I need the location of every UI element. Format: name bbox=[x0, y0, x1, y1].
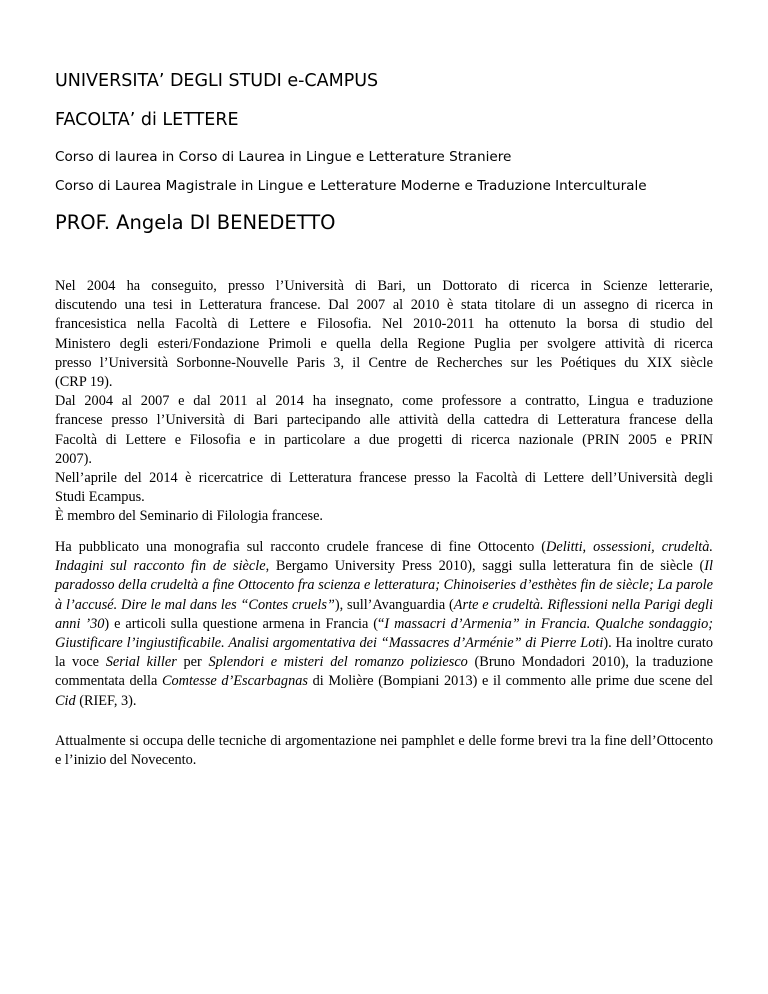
degree-course-2: Corso di Laurea Magistrale in Lingue e Letterature Moderne e Traduzione Interculturale bbox=[55, 178, 647, 194]
bio-line: Dal 2004 al 2007 e dal 2011 al 2014 ha insegnato, come professore a contratto, Lingua e traduzione bbox=[55, 393, 713, 410]
publication-title: Il paradosso della crudeltà a fine Ottocento fra scienza e letteratura; Chinoiseries d’esthètes fin de siècle; La parole à l’accusé. Dire le mal dans les “Contes cruels” bbox=[55, 558, 713, 613]
publication-title: Arte e crudeltà. Riflessioni nella Parigi degli anni ’30 bbox=[55, 596, 713, 632]
university-title: UNIVERSITA’ DEGLI STUDI e-CAMPUS bbox=[55, 71, 379, 91]
publication-title: Splendori e misteri del romanzo poliziesco bbox=[208, 654, 468, 671]
bio-line: 2007). bbox=[55, 450, 92, 467]
bio-line: presso l’Università Sorbonne-Nouvelle Paris 3, il Centre de Recherches sur les Poétiques du XIX siècle bbox=[55, 354, 713, 371]
publications-text: ). Ha inoltre curato la voce bbox=[55, 635, 713, 671]
bio-line: (CRP 19). bbox=[55, 374, 113, 391]
publication-title: Comtesse d’Escarbagnas bbox=[161, 673, 308, 690]
publication-title: Delitti, ossessioni, crudeltà. Indagini sul racconto fin de siècle bbox=[55, 539, 713, 575]
publications-text: ), sull’Avanguardia ( bbox=[334, 596, 454, 613]
bio-line: francesistica nella Facoltà di Lettere e Filosofia. Nel 2010-2011 ha ottenuto la borsa di studio del bbox=[55, 316, 713, 333]
bio-line: Facoltà di Lettere e Filosofia e in particolare a due progetti di ricerca nazionale (PRIN 2005 e PRIN bbox=[55, 431, 713, 448]
bio-line: francese presso l’Università di Bari partecipando alle attività della cattedra di Letteratura francese della bbox=[55, 412, 713, 429]
bio-line: discutendo una tesi in Letteratura francese. Dal 2007 al 2010 è stata titolare di un assegno di ricerca in bbox=[55, 297, 713, 314]
publications-text: (RIEF, 3). bbox=[75, 692, 137, 709]
bio-line: È membro del Seminario di Filologia francese. bbox=[55, 508, 323, 525]
publications-text: (Bruno Mondadori 2010), la traduzione commentata della bbox=[55, 654, 713, 690]
bio-paragraph-publications bbox=[55, 538, 713, 711]
publications-text: per bbox=[176, 654, 209, 671]
bio-line: Ministero degli esteri/Fondazione Primoli e quella della Regione Puglia per svolgere attività di ricerca bbox=[55, 335, 713, 352]
publication-title: Cid bbox=[55, 692, 76, 709]
faculty-title: FACOLTA’ di LETTERE bbox=[55, 110, 239, 130]
publications-text: ) e articoli sulla questione armena in Francia (“ bbox=[104, 615, 385, 632]
bio-line: Studi Ecampus. bbox=[55, 489, 145, 506]
bio-line: Nel 2004 ha conseguito, presso l’Università di Bari, un Dottorato di ricerca in Scienze letterarie, bbox=[55, 278, 713, 294]
bio-line: Nell’aprile del 2014 è ricercatrice di Letteratura francese presso la Facoltà di Lettere dell’Università degli bbox=[55, 470, 713, 487]
professor-name: PROF. Angela DI BENEDETTO bbox=[55, 211, 336, 234]
degree-course-1: Corso di laurea in Corso di Laurea in Lingue e Letterature Straniere bbox=[55, 149, 512, 165]
publications-text: Ha pubblicato una monografia sul racconto crudele francese di fine Ottocento ( bbox=[55, 539, 547, 555]
publication-title: I massacri d’Armenia” in Francia. Qualche sondaggio; Giustificare l’ingiustificabile. Analisi argomentativa dei “Massacres d’Arménie” di Pierre Loti bbox=[55, 615, 713, 652]
bio-paragraph-current-research: Attualmente si occupa delle tecniche di argomentazione nei pamphlet e delle forme brevi tra la fine dell’Ottocento e l’inizio del Novecento. bbox=[55, 733, 713, 769]
publications-text: di Molière (Bompiani 2013) e il commento alle prime due scene del bbox=[307, 673, 713, 690]
publications-text: , Bergamo University Press 2010), saggi sulla letteratura fin de siècle ( bbox=[265, 558, 705, 575]
bio-paragraph-career bbox=[55, 277, 713, 527]
publication-title: Serial killer bbox=[105, 654, 177, 671]
